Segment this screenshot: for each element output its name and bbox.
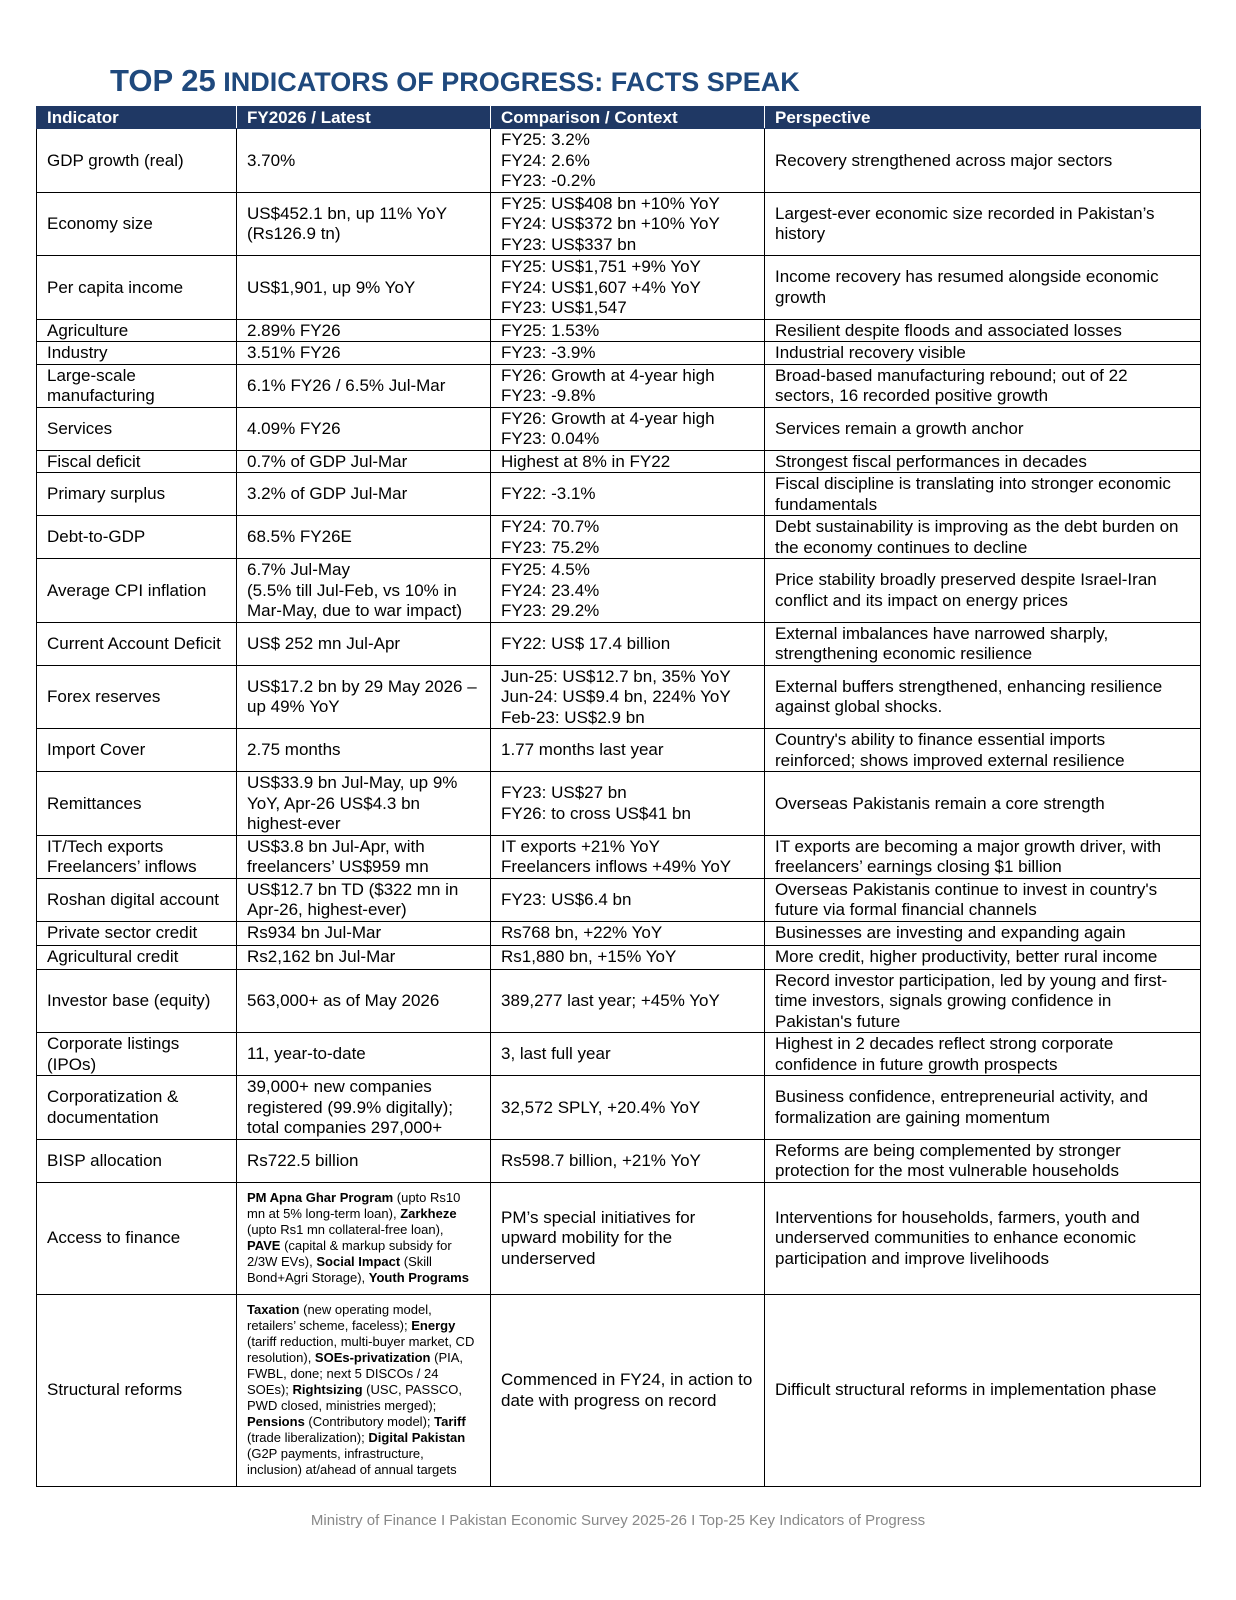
cell-context: Jun-25: US$12.7 bn, 35% YoY Jun-24: US$9.4 bn, 224% YoY Feb-23: US$2.9 bn <box>491 665 765 729</box>
cell-indicator: Large-scale manufacturing <box>37 364 237 407</box>
cell-indicator: Fiscal deficit <box>37 450 237 473</box>
cell-indicator: Forex reserves <box>37 665 237 729</box>
table-row <box>37 1139 1201 1182</box>
program-name: Zarkheze <box>400 1206 457 1221</box>
cell-latest: US$33.9 bn Jul-May, up 9% YoY, Apr-26 US$4.3 bn highest-ever <box>237 772 491 836</box>
cell-indicator: Average CPI inflation <box>37 559 237 623</box>
cell-perspective: Highest in 2 decades reflect strong corporate confidence in future growth prospects <box>765 1033 1201 1076</box>
program-name: PM Apna Ghar Program <box>247 1190 394 1205</box>
cell-context: Rs768 bn, +22% YoY <box>491 921 765 945</box>
cell-latest: US$3.8 bn Jul-Apr, with freelancers’ US$959 mn <box>237 835 491 878</box>
cell-perspective: Reforms are being complemented by stronger protection for the most vulnerable households <box>765 1139 1201 1182</box>
cell-indicator: Remittances <box>37 772 237 836</box>
cell-perspective: Largest-ever economic size recorded in Pakistan’s history <box>765 192 1201 256</box>
indicators-table-container <box>36 106 1200 1487</box>
program-detail: (PIA, FWBL, done; next 5 DISCOs / 24 SOEs); <box>247 1350 464 1397</box>
cell-indicator: Per capita income <box>37 256 237 320</box>
cell-latest: US$ 252 mn Jul-Apr <box>237 622 491 665</box>
cell-perspective: Fiscal discipline is translating into stronger economic fundamentals <box>765 473 1201 516</box>
table-row <box>37 516 1201 559</box>
program-detail: (trade liberalization); <box>247 1430 369 1445</box>
cell-indicator: Agriculture <box>37 319 237 342</box>
cell-context: FY23: US$6.4 bn <box>491 878 765 921</box>
cell-context: 1.77 months last year <box>491 729 765 772</box>
program-detail: (upto Rs1 mn collateral-free loan), <box>247 1222 444 1237</box>
program-name: Youth Programs <box>368 1270 469 1285</box>
cell-context: FY23: US$27 bn FY26: to cross US$41 bn <box>491 772 765 836</box>
program-name: Tariff <box>434 1414 466 1429</box>
cell-indicator: Access to finance <box>37 1182 237 1294</box>
table-body <box>37 129 1201 1487</box>
cell-perspective: Country's ability to finance essential imports reinforced; shows improved external resilience <box>765 729 1201 772</box>
cell-latest: 68.5% FY26E <box>237 516 491 559</box>
program-detail: (Contributory model); <box>304 1414 435 1429</box>
cell-latest: Rs2,162 bn Jul-Mar <box>237 945 491 969</box>
table-row <box>37 342 1201 365</box>
table-row <box>37 559 1201 623</box>
cell-latest: 0.7% of GDP Jul-Mar <box>237 450 491 473</box>
cell-context: FY25: US$1,751 +9% YoY FY24: US$1,607 +4% YoY FY23: US$1,547 <box>491 256 765 320</box>
cell-perspective: Recovery strengthened across major sectors <box>765 129 1201 193</box>
program-name: Pensions <box>247 1414 305 1429</box>
program-detail: (upto Rs10 mn at 5% long-term loan), <box>247 1190 461 1221</box>
table-row <box>37 319 1201 342</box>
page-title <box>110 64 800 96</box>
cell-indicator: Debt-to-GDP <box>37 516 237 559</box>
cell-perspective: Strongest fiscal performances in decades <box>765 450 1201 473</box>
program-detail: (G2P payments, infrastructure, inclusion) at/ahead of annual targets <box>247 1446 457 1477</box>
table-row <box>37 192 1201 256</box>
program-name: SOEs-privatization <box>314 1350 431 1365</box>
cell-indicator: Economy size <box>37 192 237 256</box>
cell-perspective: Record investor participation, led by young and first-time investors, signals growing confidence in Pakistan's future <box>765 969 1201 1033</box>
table-row <box>37 129 1201 193</box>
cell-indicator: GDP growth (real) <box>37 129 237 193</box>
cell-context: FY25: 4.5% FY24: 23.4% FY23: 29.2% <box>491 559 765 623</box>
cell-perspective: Industrial recovery visible <box>765 342 1201 365</box>
cell-indicator: Industry <box>37 342 237 365</box>
cell-indicator: Corporate listings (IPOs) <box>37 1033 237 1076</box>
cell-indicator: IT/Tech exports Freelancers’ inflows <box>37 835 237 878</box>
cell-latest: Rs934 bn Jul-Mar <box>237 921 491 945</box>
cell-perspective: External imbalances have narrowed sharply, strengthening economic resilience <box>765 622 1201 665</box>
program-name: PAVE <box>247 1238 281 1253</box>
program-detail: (new operating model, retailers’ scheme, faceless); <box>247 1302 432 1333</box>
cell-latest: 2.75 months <box>237 729 491 772</box>
cell-latest: US$17.2 bn by 29 May 2026 – up 49% YoY <box>237 665 491 729</box>
title-number: TOP 25 <box>110 63 216 98</box>
cell-latest: 11, year-to-date <box>237 1033 491 1076</box>
cell-latest: 6.1% FY26 / 6.5% Jul-Mar <box>237 364 491 407</box>
title-text: INDICATORS OF PROGRESS: FACTS SPEAK <box>215 67 800 97</box>
cell-perspective: External buffers strengthened, enhancing resilience against global shocks. <box>765 665 1201 729</box>
cell-perspective: Resilient despite floods and associated losses <box>765 319 1201 342</box>
table-row <box>37 969 1201 1033</box>
cell-indicator: Agricultural credit <box>37 945 237 969</box>
table-row <box>37 450 1201 473</box>
table-row <box>37 772 1201 836</box>
cell-perspective: IT exports are becoming a major growth driver, with freelancers’ earnings closing $1 billion <box>765 835 1201 878</box>
cell-perspective: More credit, higher productivity, better rural income <box>765 945 1201 969</box>
cell-latest: US$1,901, up 9% YoY <box>237 256 491 320</box>
cell-perspective: Services remain a growth anchor <box>765 407 1201 450</box>
cell-context: Rs598.7 billion, +21% YoY <box>491 1139 765 1182</box>
cell-context: FY26: Growth at 4-year high FY23: -9.8% <box>491 364 765 407</box>
program-detail: (tariff reduction, multi-buyer market, CD resolution), <box>247 1334 475 1365</box>
cell-indicator: Structural reforms <box>37 1294 237 1486</box>
cell-perspective: Income recovery has resumed alongside economic growth <box>765 256 1201 320</box>
cell-context: 3, last full year <box>491 1033 765 1076</box>
header-latest: FY2026 / Latest <box>237 107 491 129</box>
header-perspective: Perspective <box>765 107 1201 129</box>
program-name: Digital Pakistan <box>368 1430 466 1445</box>
cell-perspective: Price stability broadly preserved despite Israel-Iran conflict and its impact on energy prices <box>765 559 1201 623</box>
cell-context: FY23: -3.9% <box>491 342 765 365</box>
cell-perspective: Overseas Pakistanis continue to invest in country's future via formal financial channels <box>765 878 1201 921</box>
program-name: Rightsizing <box>292 1382 363 1397</box>
cell-context: FY25: US$408 bn +10% YoY FY24: US$372 bn +10% YoY FY23: US$337 bn <box>491 192 765 256</box>
header-context: Comparison / Context <box>491 107 765 129</box>
program-name: Taxation <box>247 1302 300 1317</box>
program-detail: (USC, PASSCO, PWD closed, ministries merged); <box>247 1382 463 1413</box>
cell-latest: 3.2% of GDP Jul-Mar <box>237 473 491 516</box>
table-header-row <box>37 107 1201 129</box>
cell-context: FY22: US$ 17.4 billion <box>491 622 765 665</box>
cell-context: Highest at 8% in FY22 <box>491 450 765 473</box>
table-row <box>37 835 1201 878</box>
table-row <box>37 945 1201 969</box>
cell-context: 389,277 last year; +45% YoY <box>491 969 765 1033</box>
cell-context: Commenced in FY24, in action to date with progress on record <box>491 1294 765 1486</box>
cell-latest <box>237 1294 491 1486</box>
header-indicator: Indicator <box>37 107 237 129</box>
cell-context: IT exports +21% YoY Freelancers inflows +49% YoY <box>491 835 765 878</box>
program-detail: (Skill Bond+Agri Storage), <box>247 1254 432 1285</box>
cell-latest <box>237 1182 491 1294</box>
cell-latest: 39,000+ new companies registered (99.9% digitally); total companies 297,000+ <box>237 1076 491 1140</box>
cell-perspective: Business confidence, entrepreneurial activity, and formalization are gaining momentum <box>765 1076 1201 1140</box>
cell-context: FY22: -3.1% <box>491 473 765 516</box>
cell-context: PM’s special initiatives for upward mobility for the underserved <box>491 1182 765 1294</box>
cell-indicator: Services <box>37 407 237 450</box>
cell-context: FY24: 70.7% FY23: 75.2% <box>491 516 765 559</box>
table-row <box>37 878 1201 921</box>
table-row <box>37 256 1201 320</box>
cell-perspective: Debt sustainability is improving as the debt burden on the economy continues to decline <box>765 516 1201 559</box>
table-row <box>37 1182 1201 1294</box>
cell-indicator: Corporatization & documentation <box>37 1076 237 1140</box>
table-row <box>37 921 1201 945</box>
table-row <box>37 1033 1201 1076</box>
table-row <box>37 665 1201 729</box>
cell-perspective: Businesses are investing and expanding again <box>765 921 1201 945</box>
program-name: Social Impact <box>316 1254 401 1269</box>
cell-latest: Rs722.5 billion <box>237 1139 491 1182</box>
cell-context: FY26: Growth at 4-year high FY23: 0.04% <box>491 407 765 450</box>
cell-perspective: Broad-based manufacturing rebound; out of 22 sectors, 16 recorded positive growth <box>765 364 1201 407</box>
indicators-table <box>36 106 1201 1487</box>
program-name: Energy <box>411 1318 456 1333</box>
cell-perspective: Difficult structural reforms in implementation phase <box>765 1294 1201 1486</box>
table-row <box>37 1294 1201 1486</box>
table-row <box>37 622 1201 665</box>
cell-latest: US$452.1 bn, up 11% YoY (Rs126.9 tn) <box>237 192 491 256</box>
cell-latest: 563,000+ as of May 2026 <box>237 969 491 1033</box>
cell-perspective: Overseas Pakistanis remain a core strength <box>765 772 1201 836</box>
cell-latest: 4.09% FY26 <box>237 407 491 450</box>
cell-indicator: Investor base (equity) <box>37 969 237 1033</box>
cell-perspective: Interventions for households, farmers, youth and underserved communities to enhance economic participation and improve livelihoods <box>765 1182 1201 1294</box>
cell-latest: 3.70% <box>237 129 491 193</box>
cell-context: FY25: 3.2% FY24: 2.6% FY23: -0.2% <box>491 129 765 193</box>
cell-latest: 2.89% FY26 <box>237 319 491 342</box>
footer-text: Ministry of Finance I Pakistan Economic Survey 2025-26 I Top-25 Key Indicators of Progress <box>310 1512 926 1529</box>
cell-context: FY25: 1.53% <box>491 319 765 342</box>
program-detail: (capital & markup subsidy for 2/3W EVs), <box>247 1238 452 1269</box>
table-row <box>37 473 1201 516</box>
table-row <box>37 407 1201 450</box>
cell-indicator: Current Account Deficit <box>37 622 237 665</box>
cell-indicator: Private sector credit <box>37 921 237 945</box>
cell-indicator: Import Cover <box>37 729 237 772</box>
cell-indicator: Roshan digital account <box>37 878 237 921</box>
cell-latest: 6.7% Jul-May (5.5% till Jul-Feb, vs 10% in Mar-May, due to war impact) <box>237 559 491 623</box>
table-row <box>37 364 1201 407</box>
table-row <box>37 729 1201 772</box>
cell-context: 32,572 SPLY, +20.4% YoY <box>491 1076 765 1140</box>
cell-indicator: Primary surplus <box>37 473 237 516</box>
cell-latest: 3.51% FY26 <box>237 342 491 365</box>
cell-context: Rs1,880 bn, +15% YoY <box>491 945 765 969</box>
table-row <box>37 1076 1201 1140</box>
cell-indicator: BISP allocation <box>37 1139 237 1182</box>
cell-latest: US$12.7 bn TD ($322 mn in Apr-26, highest-ever) <box>237 878 491 921</box>
